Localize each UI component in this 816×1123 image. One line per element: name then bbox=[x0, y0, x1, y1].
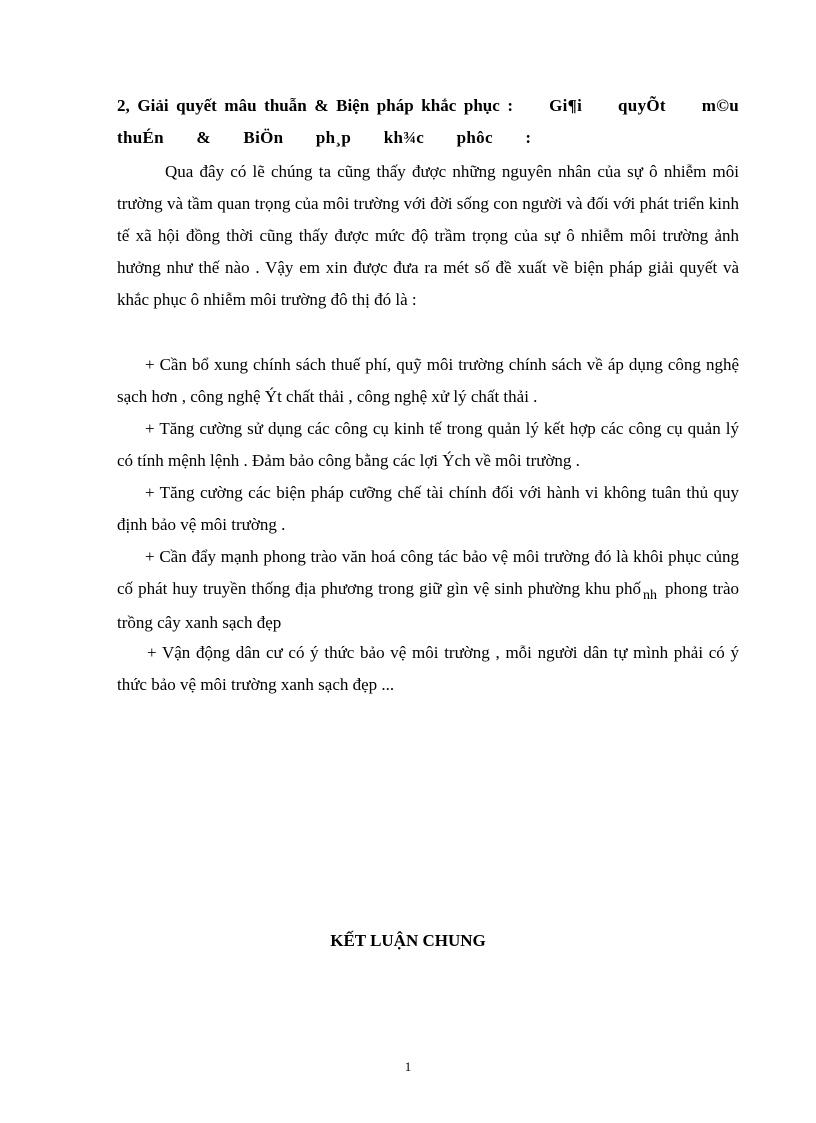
bullet-item-public-awareness: + Vận động dân cư có ý thức bảo vệ môi trường , mỗi người dân tự mình phải có ý thức bảo vệ môi trường xanh sạch đẹp ... bbox=[117, 643, 739, 694]
conclusion-title: KẾT LUẬN CHUNG bbox=[330, 931, 486, 950]
section-heading-garbled-text: Gi¶i quyÕt m©u thuÉn & BiÖn ph¸p kh¾c phôc : bbox=[117, 96, 739, 147]
bullet-item-cultural-movement-tail: phong trào trồng cây xanh sạch đẹp bbox=[117, 579, 739, 632]
section-heading-text: 2, Giải quyết mâu thuẫn & Biện pháp khắc phục : bbox=[117, 96, 514, 115]
bullet-item-subscript-text: nh bbox=[643, 588, 658, 603]
section-heading bbox=[117, 90, 739, 154]
bullet-item-economic-tools: + Tăng cường sử dụng các công cụ kinh tế trong quản lý kết hợp các công cụ quản lý có tính mệnh lệnh . Đảm bảo công bằng các lợi Ých về môi trường . bbox=[117, 419, 739, 470]
bullet-item-cultural-movement bbox=[117, 541, 739, 639]
intro-paragraph: Qua đây có lẽ chúng ta cũng thấy được những nguyên nhân của sự ô nhiễm môi trường và tầm quan trọng của môi trường với đời sống con người và đối với phát triển kinh tế xã hội đồng thời cũng thấy được mức độ trầm trọng của sự ô nhiễm môi trường ảnh hưởng như thế nào . Vậy em xin được đưa ra mét số đề xuất về biện pháp giải quyết và khắc phục ô nhiễm môi trường đô thị đó là : bbox=[117, 162, 739, 309]
bullet-item-tax-policy: + Cần bổ xung chính sách thuế phí, quỹ môi trường chính sách về áp dụng công nghệ sạch hơn , công nghệ Ýt chất thải , công nghệ xử lý chất thải . bbox=[117, 355, 739, 406]
bullet-item-cultural-movement-text: + Cần đẩy mạnh phong trào văn hoá công tác bảo vệ môi trường đó là khôi phục củng cố phát huy truyền thống địa phương trong giữ gìn vệ sinh phường khu phố bbox=[117, 547, 739, 598]
bullet-item-enforcement: + Tăng cường các biện pháp cưỡng chế tài chính đối với hành vi không tuân thủ quy định bảo vệ môi trường . bbox=[117, 483, 739, 534]
page-number: 1 bbox=[404, 1059, 412, 1074]
